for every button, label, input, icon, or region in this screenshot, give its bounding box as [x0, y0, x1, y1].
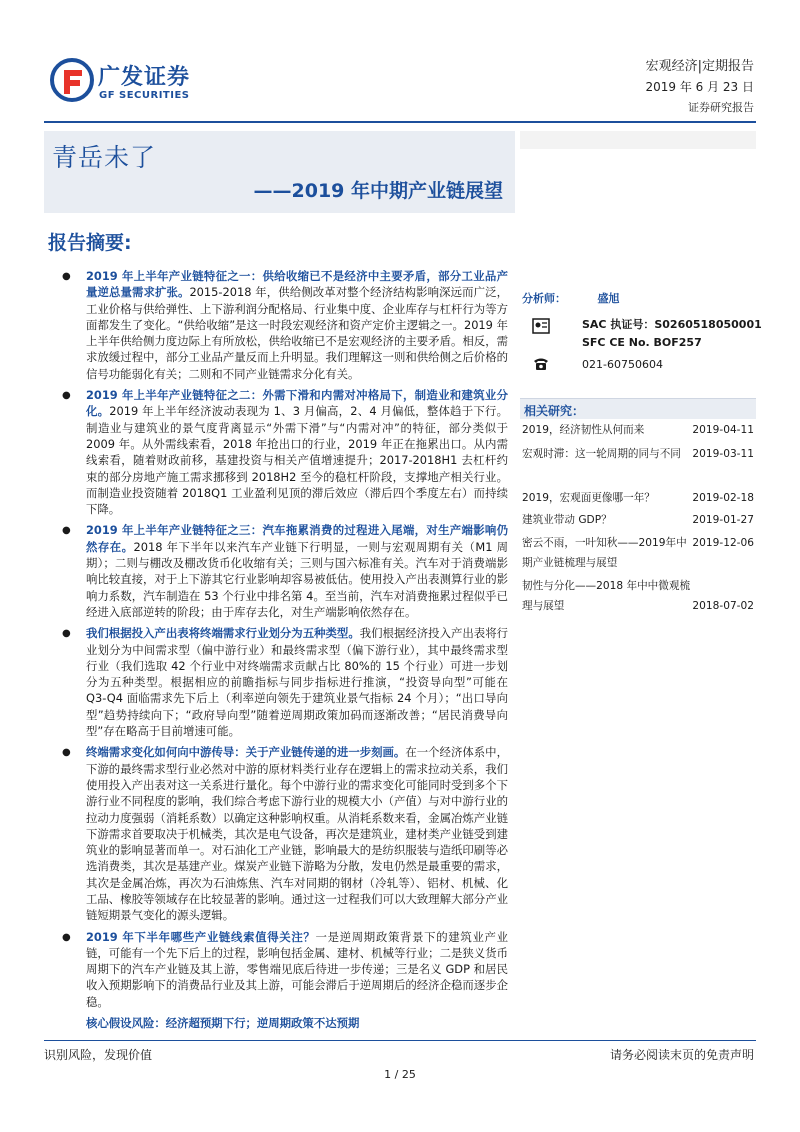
paragraph-text: 我们根据经济投入产出表将行业划分为中间需求型（偏中游行业）和最终需求型（偏下游行业），其中最终需求型行业（我们选取 42 个行业中对终端需求贡献占比 80%的 15 个行业）可进一步划分为五种类型。根据相应的前瞻指标与同步指标进行推演，“投资导向型”可能在 Q3-Q4 面临需求先下后上（利率逆向领先于建筑业景气指标 24 个月）；“出口导向型”趋势持续向下；“政府导向型”随着逆周期政策加码而逐渐改善；“居民消费导向型”存在略高于目前增速可能。 — [86, 626, 508, 739]
related-item-title: 韧性与分化——2018 年中中微观梳理与展望 — [522, 580, 691, 612]
paragraph-text: 2018 年下半年以来汽车产业链下行明显，一则与宏观周期有关（M1 周期）；二则与棚改及棚改货币化收缩有关；三则与国六标准有关。汽车对于消费端影响比较直接，对于上下游其它行业影响却容易被低估。使用投入产出表测算行业的影响力系数，汽车制造在 53 个行业中排名第 4。至当前，汽车对消费拖累过程似乎已经进入底部逆转的阶段；由于库存去化，对生产端影响依然存在。 — [86, 539, 508, 619]
bullet-icon: ● — [62, 525, 71, 537]
footer-disclaimer: 请务必阅读末页的免责声明 — [609, 1048, 754, 1062]
phone-icon — [532, 356, 550, 372]
bullet-icon: ● — [62, 628, 71, 640]
abstract-paragraph — [62, 522, 508, 620]
abstract-paragraph — [62, 625, 508, 739]
logo-english-name: GF SECURITIES — [99, 90, 190, 101]
report-date: 2019 年 6 月 23 日 — [645, 80, 754, 94]
sfc-number: SFC CE No. BOF257 — [582, 336, 702, 349]
abstract-paragraph — [62, 929, 508, 1010]
bullet-icon: ● — [62, 390, 71, 402]
related-item-title: 建筑业带动 GDP？ — [522, 514, 612, 526]
sidebar-band — [520, 131, 756, 149]
abstract-heading: 报告摘要: — [48, 232, 132, 254]
related-item[interactable] — [522, 444, 756, 484]
bullet-icon: ● — [62, 271, 71, 282]
paragraph-highlight: 我们根据投入产出表将终端需求行业划分为五种类型。 — [86, 626, 360, 641]
report-kind: 证券研究报告 — [688, 101, 754, 114]
related-item-date: 2019-12-06 — [692, 537, 754, 549]
related-item-date: 2019-03-11 — [692, 448, 754, 460]
report-title: 青岳未了 — [52, 143, 157, 172]
abstract-body — [62, 268, 508, 1031]
abstract-paragraph — [62, 268, 508, 382]
bullet-icon: ● — [62, 747, 71, 759]
related-item[interactable] — [522, 420, 756, 444]
report-subtitle: ——2019 年中期产业链展望 — [253, 180, 503, 202]
related-item[interactable] — [522, 533, 756, 573]
paragraph-text: 一是逆周期政策背景下的建筑业产业链，可能有一个先下后上的过程，影响包括金属、建材、机械等行业；二是狭义货币周期下的汽车产业链及其上游，零售端见底后待进一步传递；三是名义 GDP 和居民收入预期影响下的消费品行业及其上游，可能会滞后于逆周期后的经济企稳而逐步企稳。 — [86, 929, 508, 1009]
related-item-title: 2019，宏观面更像哪一年？ — [522, 492, 655, 504]
paragraph-highlight: 2019 年下半年哪些产业链线索值得关注？ — [86, 929, 316, 944]
sac-number: SAC 执证号：S0260518050001 — [582, 318, 762, 331]
footer-slogan: 识别风险，发现价值 — [44, 1048, 153, 1062]
analyst-name: 盛旭 — [597, 292, 620, 305]
paragraph-text: 2019 年上半年经济波动表现为 1、3 月偏高，2、4 月偏低，整体趋于下行。制造业与建筑业的景气度背离显示“外需下滑”与“内需对冲”的特征，部分类似于 2009 年。从外需线索看，2018 年抢出口的行业，2019 年正在拖累出口。从内需线索看，随着财政前移，基建投资与相关产值增速提升；2017-2018H1 去杠杆约束的部分房地产施工需求挪移到 2018H2 至今的稳杠杆阶段，支撑地产相关行业。而制造业投资随着 2018Q1 工业盈利见顶的滞后效应（滞后四个季度左右）而持续下降。 — [86, 404, 508, 517]
risk-note: 核心假设风险：经济超预期下行；逆周期政策不达预期 — [86, 1016, 360, 1031]
related-item-date: 2019-02-18 — [692, 492, 754, 504]
header-divider — [44, 121, 756, 123]
paragraph-highlight: 2019 年上半年产业链特征之二：外需下滑和内需对冲格局下，制造业和建筑业分化。 — [86, 388, 508, 419]
paragraph-text: 在一个经济体系中，下游的最终需求型行业必然对中游的原材料类行业存在逻辑上的需求拉动关系，我们使用投入产出表对这一关系进行量化。每个中游行业的需求变化可能同时受到多个下游行业不同程度的影响，我们综合考虑下游行业的规模大小（产值）与对中游行业的拉动力度强弱（消耗系数）以确定这种影响权重。从消耗系数来看，金属冶炼产业链下游需求首要取决于机械类，其次是电气设备，再次是建筑业，建材类产业链受到建筑业的影响显著而单一。对石油化工产业链，影响最大的是纺织服装与造纸印刷等必选消费类，其次是基建产业。煤炭产业链下游略为分散，发电仍然是最重要的需求，其次是金属冶炼，再次为石油炼焦、汽车对同期的钢材（冷轧等）、铝材、机械、化工品、橡胶等领域存在比较显著的影响。通过这一过程我们可以大致理解大部分产业链短期景气变化的源头逻辑。 — [86, 745, 508, 923]
abstract-paragraph — [62, 744, 508, 923]
analyst-label: 分析师： — [522, 292, 566, 305]
related-item-date: 2018-07-02 — [692, 600, 754, 612]
paragraph-highlight: 2019 年上半年产业链特征之三：汽车拖累消费的过程进入尾端，对生产端影响仍然存在。 — [86, 523, 508, 554]
related-item-title: 宏观时滞：这一轮周期的同与不同 — [522, 448, 681, 460]
related-item-title: 2019，经济韧性从何而来 — [522, 424, 645, 436]
gf-logo-icon — [50, 58, 94, 102]
related-item[interactable] — [522, 576, 756, 616]
paragraph-highlight: 2019 年上半年产业链特征之一：供给收缩已不是经济中主要矛盾，部分工业品产量逆总量需求扩张。 — [86, 269, 508, 300]
paragraph-text: 2015-2018 年，供给侧改革对整个经济结构影响深远而广泛，工业价格与供给弹性、上下游利润分配格局、行业集中度、企业库存与杠杆行为等方面都发生了变化。“供给收缩”是这一时段宏观经济和资产定价主逻辑之一。2019 年上半年供给侧力度边际上有所放松，供给收缩已不是宏观经济的主要矛盾。相反，需求放缓过程中，部分工业品产量反而上升明显。我们理解这一则和供给侧之后价格的信号功能弱化有关；二则和不同产业链需求分化有关。 — [86, 285, 508, 381]
page-number: 1 / 25 — [384, 1068, 416, 1081]
related-item-date: 2019-04-11 — [692, 424, 754, 436]
related-item[interactable] — [522, 510, 756, 534]
bullet-icon: ● — [62, 931, 71, 943]
related-item-date: 2019-01-27 — [692, 514, 754, 526]
footer-divider — [44, 1040, 756, 1041]
related-research-title: 相关研究： — [524, 404, 585, 418]
logo-chinese-name: 广发证券 — [98, 65, 191, 90]
related-item[interactable] — [522, 488, 756, 512]
paragraph-highlight: 终端需求变化如何向中游传导：关于产业链传递的进一步刻画。 — [86, 745, 406, 760]
phone-number: 021-60750604 — [582, 358, 663, 371]
report-type: 宏观经济|定期报告 — [645, 59, 754, 74]
related-item-title: 密云不雨，一叶知秋——2019年中期产业链梳理与展望 — [522, 537, 687, 569]
certificate-icon — [532, 318, 550, 334]
abstract-paragraph — [62, 387, 508, 517]
